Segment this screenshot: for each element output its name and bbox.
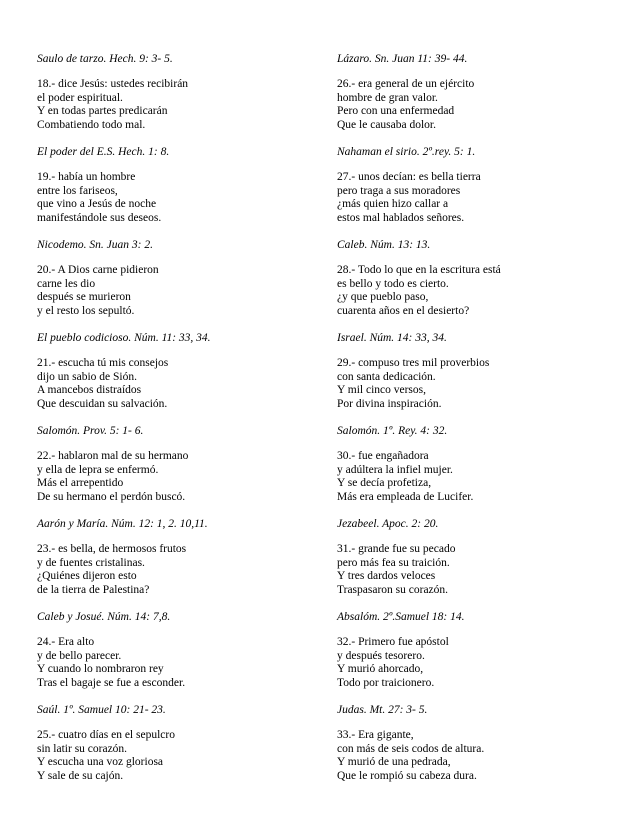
verse-text [337, 357, 617, 411]
verse-text [37, 543, 317, 597]
scripture-reference: Judas. Mt. 27: 3- 5. [337, 704, 428, 716]
verse-line: Y murió ahorcado, [337, 663, 424, 676]
verse-line: Y cuando lo nombraron rey [37, 663, 164, 676]
verse-entry [37, 518, 317, 611]
verse-line: y el resto los sepultó. [37, 304, 135, 317]
verse-text [337, 450, 617, 504]
verse-line: hombre de gran valor. [337, 91, 438, 104]
verse-line: 31.- grande fue su pecado [337, 543, 456, 555]
scripture-reference: Jezabeel. Apoc. 2: 20. [337, 518, 439, 530]
scripture-reference: Saulo de tarzo. Hech. 9: 3- 5. [37, 53, 173, 65]
verse-line: entre los fariseos, [37, 184, 118, 197]
verse-line: 29.- compuso tres mil proverbios [337, 357, 490, 369]
scripture-reference: Aarón y María. Núm. 12: 1, 2. 10,11. [37, 518, 208, 530]
verse-entry [337, 425, 617, 518]
verse-line: Combatiendo todo mal. [37, 118, 146, 131]
verse-line: 23.- es bella, de hermosos frutos [37, 543, 187, 555]
verse-line: Y mil cinco versos, [337, 384, 427, 397]
verse-entry [337, 611, 617, 704]
scripture-reference: El pueblo codicioso. Núm. 11: 33, 34. [37, 332, 211, 344]
verse-line: Y tres dardos veloces [337, 570, 436, 583]
verse-line: Pero con una enfermedad [337, 105, 455, 118]
verse-line: dijo un sabio de Sión. [37, 370, 137, 383]
verse-line: el poder espiritual. [37, 91, 123, 104]
scripture-reference: El poder del E.S. Hech. 1: 8. [37, 146, 170, 158]
verse-text [37, 450, 317, 504]
verse-line: 26.- era general de un ejército [337, 78, 475, 90]
verse-line: Que descuidan su salvación. [37, 397, 168, 410]
verse-line: Que le causaba dolor. [337, 118, 436, 131]
scripture-reference: Caleb y Josué. Núm. 14: 7,8. [37, 611, 171, 623]
verse-text [337, 78, 617, 132]
scripture-reference: Nahaman el sirio. 2º.rey. 5: 1. [337, 146, 476, 158]
scripture-reference: Absalóm. 2º.Samuel 18: 14. [337, 611, 465, 623]
verse-entry [337, 239, 617, 332]
verse-entry [337, 146, 617, 239]
verse-text [37, 264, 317, 318]
verse-line: de la tierra de Palestina? [37, 583, 150, 596]
left-column [37, 53, 317, 797]
right-column [337, 53, 617, 797]
verse-line: Tras el bagaje se fue a esconder. [37, 676, 186, 689]
verse-line: 20.- A Dios carne pidieron [37, 264, 159, 276]
verse-entry [337, 332, 617, 425]
verse-line: Que le rompió su cabeza dura. [337, 769, 477, 782]
verse-line: Y sale de su cajón. [37, 769, 124, 782]
verse-line: y después tesorero. [337, 649, 425, 662]
verse-line: 27.- unos decían: es bella tierra [337, 171, 481, 183]
verse-entry [337, 53, 617, 146]
verse-line: y de bello parecer. [37, 649, 122, 662]
verse-text [37, 357, 317, 411]
verse-line: Traspasaron su corazón. [337, 583, 449, 596]
verse-line: 18.- dice Jesús: ustedes recibirán [37, 78, 189, 90]
verse-line: Todo por traicionero. [337, 676, 435, 689]
verse-text [37, 78, 317, 132]
verse-line: Y escucha una voz gloriosa [37, 756, 164, 769]
verse-entry [37, 146, 317, 239]
scripture-reference: Caleb. Núm. 13: 13. [337, 239, 431, 251]
verse-text [337, 636, 617, 690]
verse-line: Y en todas partes predicarán [37, 105, 168, 118]
verse-text [37, 636, 317, 690]
verse-line: 30.- fue engañadora [337, 450, 429, 462]
verse-entry [337, 704, 617, 797]
verse-entry [37, 704, 317, 797]
verse-entry [37, 611, 317, 704]
verse-entry [37, 425, 317, 518]
verse-entry [37, 239, 317, 332]
verse-entry [337, 518, 617, 611]
verse-line: Y se decía profetiza, [337, 477, 432, 490]
verse-line: y de fuentes cristalinas. [37, 556, 145, 569]
verse-text [337, 264, 617, 318]
scripture-reference: Nicodemo. Sn. Juan 3: 2. [37, 239, 153, 251]
verse-line: ¿y que pueblo paso, [337, 291, 429, 304]
verse-line: es bello y todo es cierto. [337, 277, 449, 290]
verse-line: con más de seis codos de altura. [337, 742, 485, 755]
verse-line: sin latir su corazón. [37, 742, 128, 755]
verse-line: ¿más quien hizo callar a [337, 198, 449, 211]
verse-line: estos mal hablados señores. [337, 211, 465, 224]
verse-line: y ella de lepra se enfermó. [37, 463, 159, 476]
verse-line: 21.- escucha tú mis consejos [37, 357, 169, 369]
verse-line: carne les dio [37, 277, 96, 290]
verse-text [37, 171, 317, 225]
verse-line: 25.- cuatro días en el sepulcro [37, 729, 175, 741]
verse-line: pero más fea su traición. [337, 556, 450, 569]
verse-line: manifestándole sus deseos. [37, 211, 162, 224]
verse-line: Por divina inspiración. [337, 397, 442, 410]
verse-line: con santa dedicación. [337, 370, 436, 383]
scripture-reference: Lázaro. Sn. Juan 11: 39- 44. [337, 53, 468, 65]
verse-entry [37, 53, 317, 146]
verse-entry [37, 332, 317, 425]
verse-line: A mancebos distraídos [37, 384, 142, 397]
verse-text [337, 171, 617, 225]
verse-line: 33.- Era gigante, [337, 729, 414, 741]
scripture-reference: Salomón. 1º. Rey. 4: 32. [337, 425, 448, 437]
verse-text [337, 543, 617, 597]
verse-text [37, 729, 317, 783]
verse-line: Más era empleada de Lucifer. [337, 490, 474, 503]
verse-line: después se murieron [37, 291, 131, 304]
verse-line: 24.- Era alto [37, 636, 95, 648]
verse-line: De su hermano el perdón buscó. [37, 490, 186, 503]
verse-line: pero traga a sus moradores [337, 184, 461, 197]
verse-line: cuarenta años en el desierto? [337, 304, 470, 317]
scripture-reference: Israel. Núm. 14: 33, 34. [337, 332, 447, 344]
verse-line: ¿Quiénes dijeron esto [37, 570, 137, 583]
verse-line: Más el arrepentido [37, 477, 124, 490]
verse-line: 32.- Primero fue apóstol [337, 636, 449, 648]
verse-line: que vino a Jesús de noche [37, 198, 157, 211]
scripture-reference: Salomón. Prov. 5: 1- 6. [37, 425, 144, 437]
verse-line: Y murió de una pedrada, [337, 756, 451, 769]
scripture-reference: Saúl. 1º. Samuel 10: 21- 23. [37, 704, 166, 716]
verse-line: 19.- había un hombre [37, 171, 136, 183]
verse-line: y adúltera la infiel mujer. [337, 463, 453, 476]
verse-line: 22.- hablaron mal de su hermano [37, 450, 189, 462]
verse-text [337, 729, 617, 783]
verse-line: 28.- Todo lo que en la escritura está [337, 264, 501, 276]
